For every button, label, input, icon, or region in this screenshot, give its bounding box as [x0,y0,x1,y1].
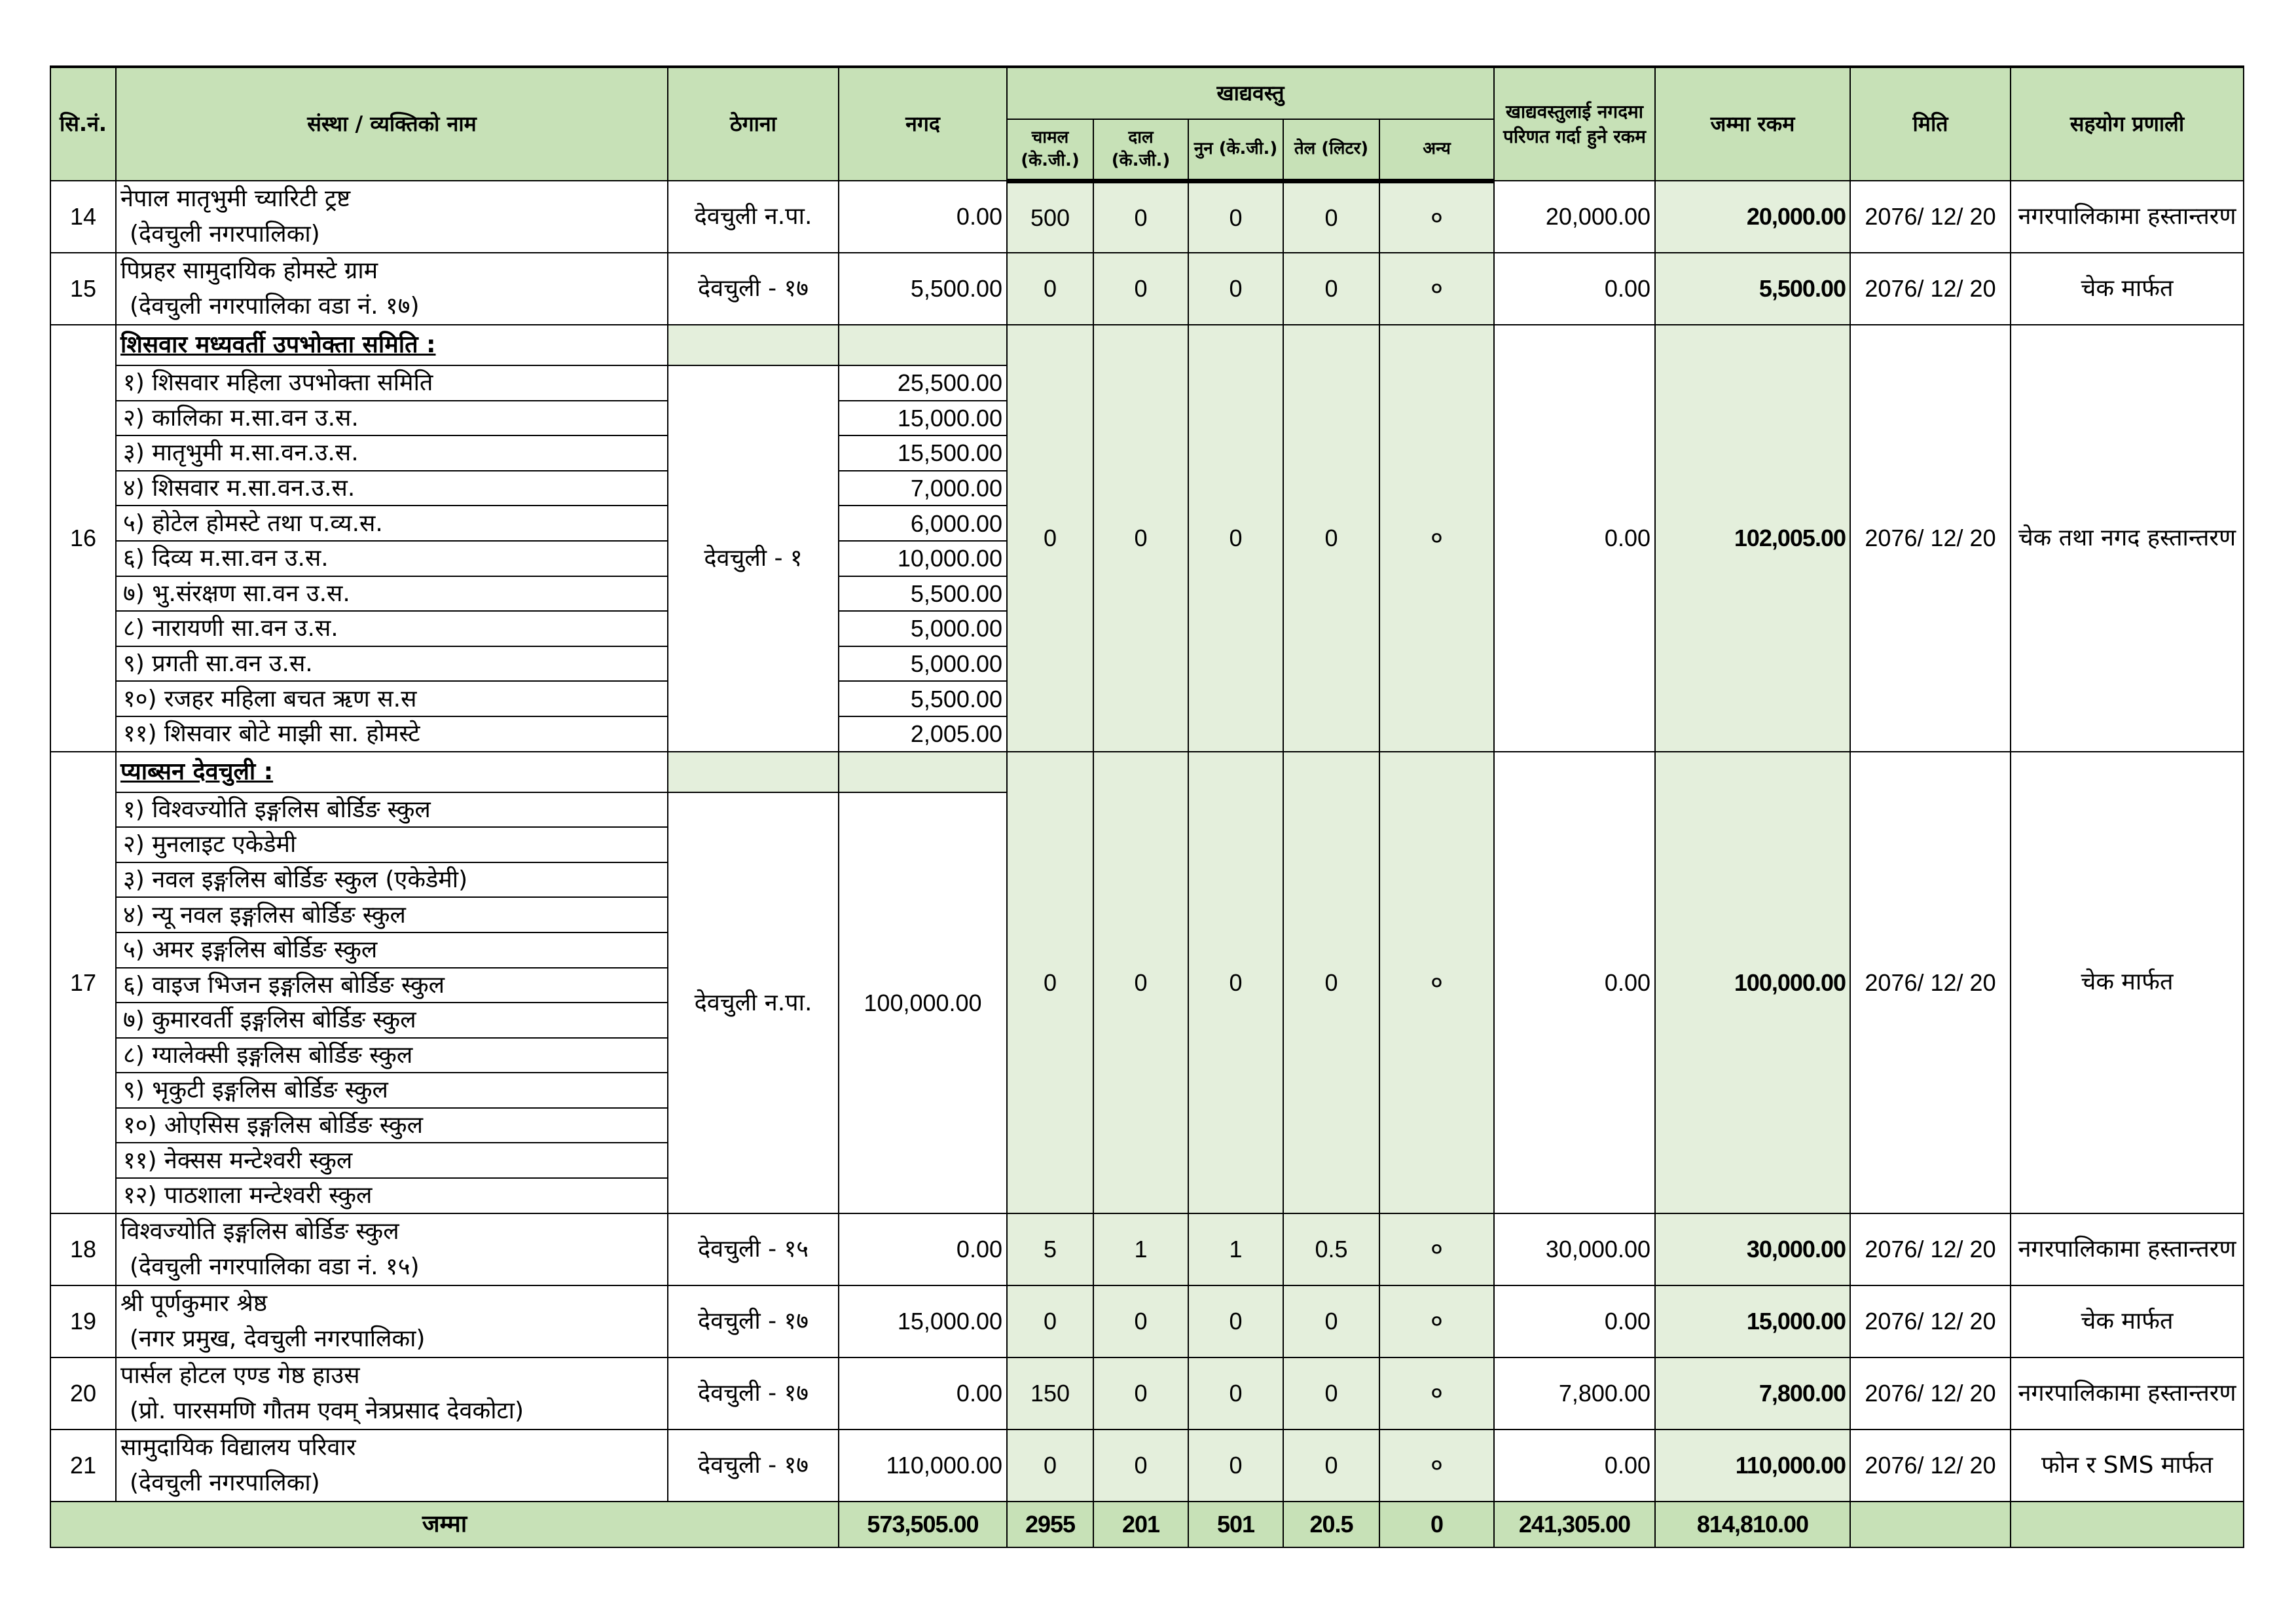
oil-qty: 0 [1283,752,1379,1213]
support-method: चेक मार्फत [2011,253,2244,325]
total-amount: 100,000.00 [1655,752,1850,1213]
member-name: ७) भु.संरक्षण सा.वन उ.स. [116,576,668,612]
oil-qty: 0 [1283,181,1379,253]
total-dal: 201 [1093,1502,1188,1547]
donor-name-line1: पिप्रहर सामुदायिक होमस्टे ग्राम [120,257,378,284]
table-row [50,1213,2244,1285]
oil-qty: 0 [1283,1357,1379,1430]
dal-qty: 0 [1093,253,1188,325]
date: 2076/ 12/ 20 [1850,325,2011,752]
table-row [50,1430,2244,1502]
date: 2076/ 12/ 20 [1850,1357,2011,1430]
address: देवचुली - १७ [668,1357,839,1430]
other-qty: ० [1379,181,1494,253]
header-food-value: खाद्यवस्तुलाई नगदमा परिणत गर्दा हुने रकम [1494,67,1655,181]
header-dal: दाल (के.जी.) [1093,119,1188,181]
member-cash: 15,500.00 [839,435,1007,471]
group-row [50,325,2244,365]
dal-qty: 0 [1093,325,1188,752]
cash-amount: 5,500.00 [839,253,1007,325]
member-cash: 5,000.00 [839,646,1007,682]
address: देवचुली न.पा. [668,181,839,253]
date: 2076/ 12/ 20 [1850,1213,2011,1285]
support-method: चेक मार्फत [2011,752,2244,1213]
address: देवचुली न.पा. [668,792,839,1213]
food-value: 0.00 [1494,253,1655,325]
group-address-blank [668,325,839,365]
school-name: २) मुनलाइट एकेडेमी [116,827,668,862]
table-row [50,181,2244,253]
dal-qty: 0 [1093,1285,1188,1357]
donor-name [116,1357,668,1430]
member-name: ११) शिसवार बोटे माझी सा. होमस्टे [116,716,668,752]
rice-qty: 0 [1007,325,1093,752]
school-name: ९) भृकुटी इङ्गलिस बोर्डिङ स्कुल [116,1073,668,1108]
oil-qty: 0.5 [1283,1213,1379,1285]
address: देवचुली - १७ [668,1430,839,1502]
totals-label: जम्मा [50,1502,839,1547]
cash-amount: 100,000.00 [839,792,1007,1213]
support-method: नगरपालिकामा हस्तान्तरण [2011,181,2244,253]
header-sn: सि.नं. [50,67,116,181]
header-address: ठेगाना [668,67,839,181]
other-qty: ० [1379,752,1494,1213]
address: देवचुली - १ [668,365,839,752]
serial-number: 20 [50,1357,116,1430]
header-name: संस्था / व्यक्तिको नाम [116,67,668,181]
salt-qty: 1 [1188,1213,1283,1285]
group-title: प्याब्सन देवचुली : [116,752,668,792]
food-value: 0.00 [1494,1285,1655,1357]
support-method: फोन र SMS मार्फत [2011,1430,2244,1502]
header-oil: तेल (लिटर) [1283,119,1379,181]
header-cash: नगद [839,67,1007,181]
member-cash: 5,500.00 [839,681,1007,716]
donor-name-line2: (देवचुली नगरपालिका) [130,221,320,248]
total-amount: 102,005.00 [1655,325,1850,752]
school-name: १०) ओएसिस इङ्गलिस बोर्डिङ स्कुल [116,1108,668,1143]
other-qty: ० [1379,1213,1494,1285]
oil-qty: 0 [1283,325,1379,752]
salt-qty: 0 [1188,1430,1283,1502]
rice-qty: 0 [1007,253,1093,325]
totals-row [50,1502,2244,1547]
school-name: १) विश्वज्योति इङ्गलिस बोर्डिङ स्कुल [116,792,668,828]
member-cash: 7,000.00 [839,471,1007,506]
donor-name [116,1430,668,1502]
donor-name-line2: (देवचुली नगरपालिका) [130,1469,320,1496]
table-body [50,181,2244,1547]
support-method: चेक मार्फत [2011,1285,2244,1357]
serial-number: 17 [50,752,116,1213]
donor-name-line2: (प्रो. पारसमणि गौतम एवम् नेत्रप्रसाद देवकोटा) [130,1397,524,1424]
food-value: 30,000.00 [1494,1213,1655,1285]
group-title: शिसवार मध्यवर्ती उपभोक्ता समिति : [116,325,668,365]
salt-qty: 0 [1188,1285,1283,1357]
dal-qty: 0 [1093,1357,1188,1430]
oil-qty: 0 [1283,1430,1379,1502]
table-row [50,253,2244,325]
date: 2076/ 12/ 20 [1850,1285,2011,1357]
total-salt: 501 [1188,1502,1283,1547]
member-cash: 2,005.00 [839,716,1007,752]
food-value: 0.00 [1494,325,1655,752]
total-rice: 2955 [1007,1502,1093,1547]
cash-amount: 0.00 [839,1213,1007,1285]
total-amount: 20,000.00 [1655,181,1850,253]
member-name: ८) नारायणी सा.वन उ.स. [116,611,668,646]
member-name: ९) प्रगती सा.वन उ.स. [116,646,668,682]
school-name: १२) पाठशाला मन्टेश्वरी स्कुल [116,1178,668,1213]
support-method: नगरपालिकामा हस्तान्तरण [2011,1213,2244,1285]
school-name: ५) अमर इङ्गलिस बोर्डिङ स्कुल [116,932,668,968]
cash-amount: 15,000.00 [839,1285,1007,1357]
member-name: ५) होटेल होमस्टे तथा प.व्य.स. [116,506,668,541]
serial-number: 14 [50,181,116,253]
food-value: 20,000.00 [1494,181,1655,253]
total-amount: 5,500.00 [1655,253,1850,325]
total-food-value: 241,305.00 [1494,1502,1655,1547]
cash-amount: 110,000.00 [839,1430,1007,1502]
serial-number: 18 [50,1213,116,1285]
serial-number: 21 [50,1430,116,1502]
table-row [50,1357,2244,1430]
school-name: ६) वाइज भिजन इङ्गलिस बोर्डिङ स्कुल [116,968,668,1003]
rice-qty: 150 [1007,1357,1093,1430]
grand-total: 814,810.00 [1655,1502,1850,1547]
member-cash: 5,000.00 [839,611,1007,646]
serial-number: 15 [50,253,116,325]
school-name: ३) नवल इङ्गलिस बोर्डिङ स्कुल (एकेडेमी) [116,862,668,898]
support-method: नगरपालिकामा हस्तान्तरण [2011,1357,2244,1430]
donor-name-line1: श्री पूर्णकुमार श्रेष्ठ [120,1289,268,1317]
group-cash-blank [839,752,1007,792]
total-amount: 30,000.00 [1655,1213,1850,1285]
dal-qty: 0 [1093,181,1188,253]
salt-qty: 0 [1188,253,1283,325]
other-qty: ० [1379,1430,1494,1502]
date: 2076/ 12/ 20 [1850,1430,2011,1502]
header-date: मिति [1850,67,2011,181]
school-name: ४) न्यू नवल इङ्गलिस बोर्डिङ स्कुल [116,897,668,932]
date: 2076/ 12/ 20 [1850,253,2011,325]
total-other: 0 [1379,1502,1494,1547]
other-qty: ० [1379,1285,1494,1357]
member-name: ४) शिसवार म.सा.वन.उ.स. [116,471,668,506]
donor-name-line1: पार्सल होटल एण्ड गेष्ठ हाउस [120,1361,360,1389]
header-food: खाद्यवस्तु [1007,67,1494,119]
total-amount: 110,000.00 [1655,1430,1850,1502]
group-address-blank [668,752,839,792]
member-name: १) शिसवार महिला उपभोक्ता समिति [116,365,668,401]
other-qty: ० [1379,253,1494,325]
dal-qty: 0 [1093,752,1188,1213]
total-amount: 7,800.00 [1655,1357,1850,1430]
food-value: 7,800.00 [1494,1357,1655,1430]
date: 2076/ 12/ 20 [1850,752,2011,1213]
address: देवचुली - १७ [668,253,839,325]
header-total: जम्मा रकम [1655,67,1850,181]
total-method-blank [2011,1502,2244,1547]
school-name: ८) ग्यालेक्सी इङ्गलिस बोर्डिङ स्कुल [116,1038,668,1073]
total-cash: 573,505.00 [839,1502,1007,1547]
member-cash: 25,500.00 [839,365,1007,401]
dal-qty: 1 [1093,1213,1188,1285]
other-qty: ० [1379,1357,1494,1430]
address: देवचुली - १७ [668,1285,839,1357]
member-cash: 6,000.00 [839,506,1007,541]
food-value: 0.00 [1494,1430,1655,1502]
rice-qty: 5 [1007,1213,1093,1285]
cash-amount: 0.00 [839,1357,1007,1430]
donor-name-line2: (नगर प्रमुख, देवचुली नगरपालिका) [130,1325,426,1352]
member-cash: 15,000.00 [839,401,1007,436]
salt-qty: 0 [1188,1357,1283,1430]
donor-name [116,181,668,253]
support-method: चेक तथा नगद हस्तान्तरण [2011,325,2244,752]
oil-qty: 0 [1283,1285,1379,1357]
donor-name-line2: (देवचुली नगरपालिका वडा नं. १७) [130,293,420,320]
donor-name-line2: (देवचुली नगरपालिका वडा नं. १५) [130,1253,420,1280]
dal-qty: 0 [1093,1430,1188,1502]
salt-qty: 0 [1188,325,1283,752]
salt-qty: 0 [1188,181,1283,253]
school-name: ७) कुमारवर्ती इङ्गलिस बोर्डिङ स्कुल [116,1003,668,1038]
group-cash-blank [839,325,1007,365]
member-name: ६) दिव्य म.सा.वन उ.स. [116,541,668,576]
member-name: २) कालिका म.सा.वन उ.स. [116,401,668,436]
donor-name-line1: सामुदायिक विद्यालय परिवार [120,1433,356,1461]
total-oil: 20.5 [1283,1502,1379,1547]
food-value: 0.00 [1494,752,1655,1213]
donor-name [116,253,668,325]
member-name: ३) मातृभुमी म.सा.वन.उ.स. [116,435,668,471]
date: 2076/ 12/ 20 [1850,181,2011,253]
header-rice: चामल (के.जी.) [1007,119,1093,181]
donor-name [116,1285,668,1357]
donor-name [116,1213,668,1285]
school-name: ११) नेक्सस मन्टेश्वरी स्कुल [116,1143,668,1178]
header-other: अन्य [1379,119,1494,181]
serial-number: 16 [50,325,116,752]
rice-qty: 0 [1007,752,1093,1213]
donation-table [50,65,2244,1548]
serial-number: 19 [50,1285,116,1357]
salt-qty: 0 [1188,752,1283,1213]
member-cash: 10,000.00 [839,541,1007,576]
donor-name-line1: विश्वज्योति इङ्गलिस बोर्डिङ स्कुल [120,1217,399,1245]
rice-qty: 500 [1007,181,1093,253]
header-salt: नुन (के.जी.) [1188,119,1283,181]
rice-qty: 0 [1007,1430,1093,1502]
other-qty: ० [1379,325,1494,752]
group-row [50,752,2244,792]
member-name: १०) रजहर महिला बचत ऋण स.स [116,681,668,716]
oil-qty: 0 [1283,253,1379,325]
rice-qty: 0 [1007,1285,1093,1357]
table-row [50,1285,2244,1357]
cash-amount: 0.00 [839,181,1007,253]
member-cash: 5,500.00 [839,576,1007,612]
total-amount: 15,000.00 [1655,1285,1850,1357]
header-method: सहयोग प्रणाली [2011,67,2244,181]
total-date-blank [1850,1502,2011,1547]
donor-name-line1: नेपाल मातृभुमी च्यारिटी ट्रष्ट [120,185,351,212]
address: देवचुली - १५ [668,1213,839,1285]
